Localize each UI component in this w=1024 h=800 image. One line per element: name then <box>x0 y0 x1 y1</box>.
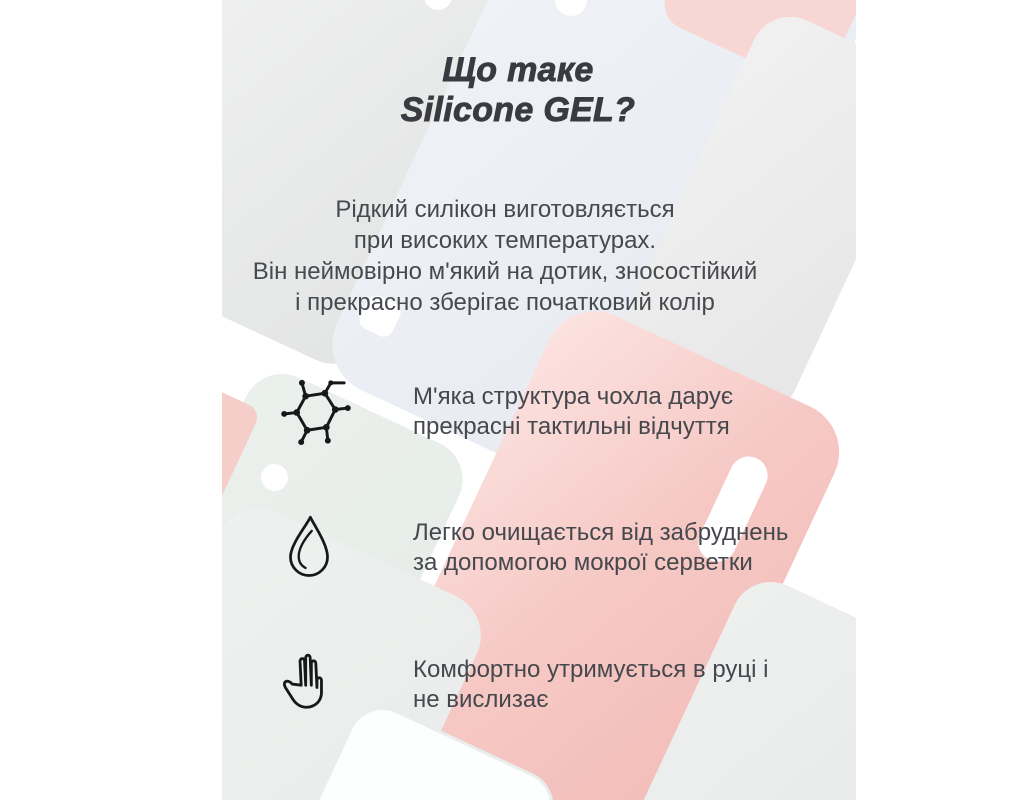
feature-line: Легко очищається від забруднень <box>413 519 789 546</box>
intro-line: Він неймовірно м'який на дотик, зносостійкий <box>252 258 758 285</box>
feature-comfortable-grip <box>413 655 793 715</box>
title-line-2: Silicone GEL? <box>400 91 636 129</box>
water-drop-icon <box>285 511 333 581</box>
intro-line: при високих температурах. <box>353 227 657 254</box>
feature-line: Комфортно утримується в руці і <box>413 656 769 683</box>
intro-line: Рідкий силікон виготовляється <box>335 196 675 223</box>
title-line-1: Що таке <box>442 51 594 89</box>
camera-cutout-circle-3 <box>261 464 288 491</box>
page-title <box>238 50 798 130</box>
feature-line: не вислизає <box>413 686 549 713</box>
feature-line: прекрасні тактильні відчуття <box>413 413 730 440</box>
feature-line: за допомогою мокрої серветки <box>413 549 753 576</box>
feature-easy-cleaning <box>413 518 793 578</box>
hand-icon <box>278 648 330 710</box>
intro-paragraph <box>155 194 855 318</box>
molecule-icon <box>279 374 353 448</box>
intro-line: і прекрасно зберігає початковий колір <box>295 289 715 316</box>
feature-line: М'яка структура чохла дарує <box>413 383 734 410</box>
feature-soft-structure <box>413 382 793 442</box>
